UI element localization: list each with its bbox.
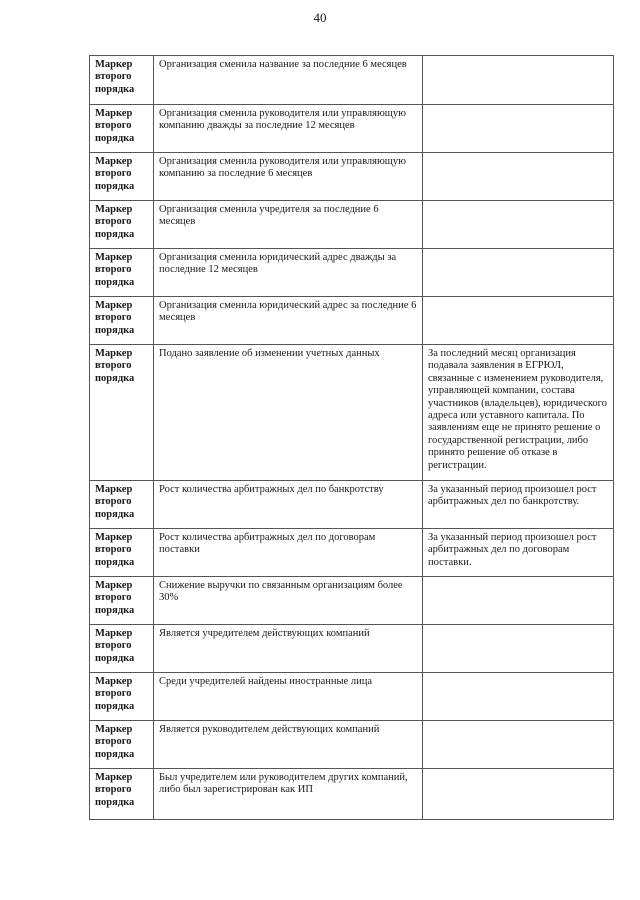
description-cell: Организация сменила руководителя или управляющую компанию за последние 6 месяцев	[154, 153, 423, 201]
description-cell: Является руководителем действующих компаний	[154, 721, 423, 769]
table-row	[90, 345, 614, 481]
markers-table	[89, 55, 614, 820]
comment-cell	[423, 56, 614, 105]
marker-cell: Маркер второго порядка	[90, 721, 154, 769]
table-row	[90, 153, 614, 201]
marker-cell: Маркер второго порядка	[90, 201, 154, 249]
comment-cell	[423, 201, 614, 249]
comment-cell	[423, 769, 614, 820]
table-row	[90, 529, 614, 577]
comment-cell: За указанный период произошел рост арбитражных дел по договорам поставки.	[423, 529, 614, 577]
description-cell: Среди учредителей найдены иностранные лица	[154, 673, 423, 721]
page-number: 40	[313, 10, 327, 25]
comment-cell	[423, 153, 614, 201]
description-cell: Снижение выручки по связанным организациям более 30%	[154, 577, 423, 625]
marker-cell: Маркер второго порядка	[90, 345, 154, 481]
marker-cell: Маркер второго порядка	[90, 481, 154, 529]
marker-cell: Маркер второго порядка	[90, 297, 154, 345]
comment-cell	[423, 577, 614, 625]
comment-cell	[423, 249, 614, 297]
description-cell: Является учредителем действующих компаний	[154, 625, 423, 673]
description-cell: Организация сменила юридический адрес дважды за последние 12 месяцев	[154, 249, 423, 297]
description-cell: Был учредителем или руководителем других компаний, либо был зарегистрирован как ИП	[154, 769, 423, 820]
description-cell: Организация сменила руководителя или управляющую компанию дважды за последние 12 месяцев	[154, 105, 423, 153]
table-row	[90, 297, 614, 345]
marker-cell: Маркер второго порядка	[90, 56, 154, 105]
table-row	[90, 721, 614, 769]
marker-cell: Маркер второго порядка	[90, 577, 154, 625]
marker-cell: Маркер второго порядка	[90, 105, 154, 153]
table-row	[90, 249, 614, 297]
description-cell: Подано заявление об изменении учетных данных	[154, 345, 423, 481]
description-cell: Рост количества арбитражных дел по банкротству	[154, 481, 423, 529]
description-cell: Организация сменила учредителя за последние 6 месяцев	[154, 201, 423, 249]
table-row	[90, 56, 614, 105]
table-row	[90, 105, 614, 153]
comment-cell	[423, 297, 614, 345]
marker-cell: Маркер второго порядка	[90, 153, 154, 201]
table-row	[90, 201, 614, 249]
marker-cell: Маркер второго порядка	[90, 249, 154, 297]
comment-cell: За указанный период произошел рост арбитражных дел по банкротству.	[423, 481, 614, 529]
comment-cell	[423, 625, 614, 673]
marker-cell: Маркер второго порядка	[90, 673, 154, 721]
table-row	[90, 769, 614, 820]
description-cell: Рост количества арбитражных дел по договорам поставки	[154, 529, 423, 577]
marker-cell: Маркер второго порядка	[90, 769, 154, 820]
description-cell: Организация сменила название за последние 6 месяцев	[154, 56, 423, 105]
table-row	[90, 481, 614, 529]
table-row	[90, 673, 614, 721]
comment-cell	[423, 105, 614, 153]
comment-cell	[423, 721, 614, 769]
comment-cell: За последний месяц организация подавала заявления в ЕГРЮЛ, связанные с изменением руководителя, управляющей компании, состава участников (владельцев), юридического адреса или уставного капитала. По заявлениям еще не принято решение о государственной регистрации, либо принято решение об отказе в регистрации.	[423, 345, 614, 481]
description-cell: Организация сменила юридический адрес за последние 6 месяцев	[154, 297, 423, 345]
table-row	[90, 577, 614, 625]
marker-cell: Маркер второго порядка	[90, 529, 154, 577]
table-row	[90, 625, 614, 673]
marker-cell: Маркер второго порядка	[90, 625, 154, 673]
comment-cell	[423, 673, 614, 721]
